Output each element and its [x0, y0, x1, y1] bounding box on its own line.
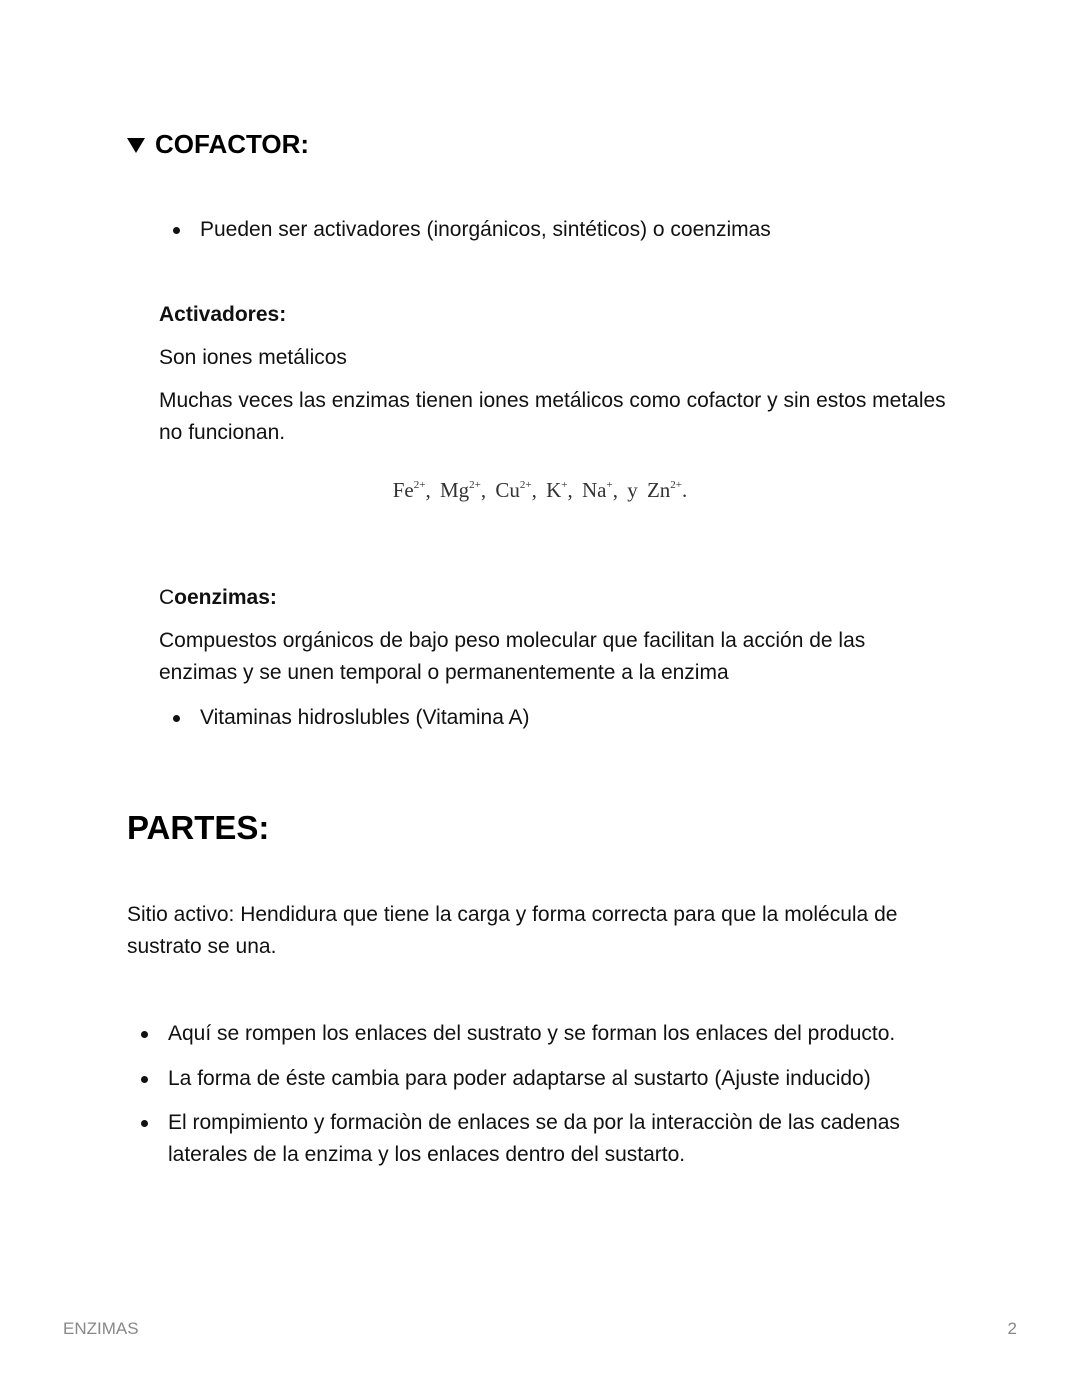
- ion: $Fe^{2+}$,: [392, 478, 431, 502]
- coenzimas-title: [159, 582, 277, 614]
- coenzimas-bullet-text: Vitaminas hidroslubles (Vitamina A): [200, 706, 530, 729]
- cofactor-heading: COFACTOR:: [155, 128, 310, 159]
- ion: $Zn^{2+}$.: [646, 478, 688, 502]
- bullet-dot: [141, 1120, 148, 1127]
- ion: K+,: [546, 478, 573, 502]
- activadores-line: Son iones metálicos: [159, 346, 347, 369]
- partes-paragraph: Sitio activo: Hendidura que tiene la carga y forma correcta para que la molécula de sustrato se una.: [127, 903, 898, 958]
- cofactor-bullet-text: Pueden ser activadores (inorgánicos, sintéticos) o coenzimas: [200, 218, 771, 241]
- partes-bullet-text: La forma de éste cambia para poder adaptarse al sustarto (Ajuste inducido): [168, 1067, 871, 1090]
- coenzimas-title-first: C: [159, 586, 175, 609]
- bullet-dot: [141, 1031, 148, 1038]
- coenzimas-title-rest: oenzimas:: [174, 586, 277, 609]
- bullet-dot: [141, 1076, 148, 1083]
- bullet-dot: [173, 715, 180, 722]
- coenzimas-bullet: [173, 702, 973, 734]
- partes-heading: PARTES:: [127, 809, 270, 846]
- metal-ions-formula: [0, 478, 1080, 503]
- coenzimas-paragraph: Compuestos orgánicos de bajo peso molecular que facilitan la acción de las enzimas y se unen temporal o permanentemente a la enzima: [159, 629, 866, 684]
- cofactor-toggle[interactable]: [127, 124, 309, 164]
- partes-bullet: [141, 1018, 941, 1050]
- ion: $Cu^{2+}$,: [495, 478, 537, 502]
- activadores-paragraph: Muchas veces las enzimas tienen iones metálicos como cofactor y sin estos metales no funcionan.: [159, 389, 946, 444]
- bullet-dot: [173, 227, 180, 234]
- ion-conjunction: y: [627, 478, 638, 502]
- page-number: 2: [1007, 1319, 1017, 1338]
- cofactor-bullet: [173, 214, 973, 246]
- partes-bullet: [141, 1063, 941, 1095]
- partes-bullet-text: El rompimiento y formaciòn de enlaces se da por la interacciòn de las cadenas laterales de la enzima y los enlaces dentro del sustarto.: [168, 1111, 900, 1166]
- ion: Na+,: [581, 478, 618, 502]
- ion: $Mg^{2+}$,: [439, 478, 487, 502]
- footer-title: ENZIMAS: [63, 1319, 139, 1338]
- toggle-triangle-icon[interactable]: [127, 138, 145, 153]
- partes-bullet: [141, 1107, 921, 1171]
- partes-bullet-text: Aquí se rompen los enlaces del sustrato y se forman los enlaces del producto.: [168, 1022, 896, 1045]
- activadores-title: Activadores:: [159, 303, 287, 326]
